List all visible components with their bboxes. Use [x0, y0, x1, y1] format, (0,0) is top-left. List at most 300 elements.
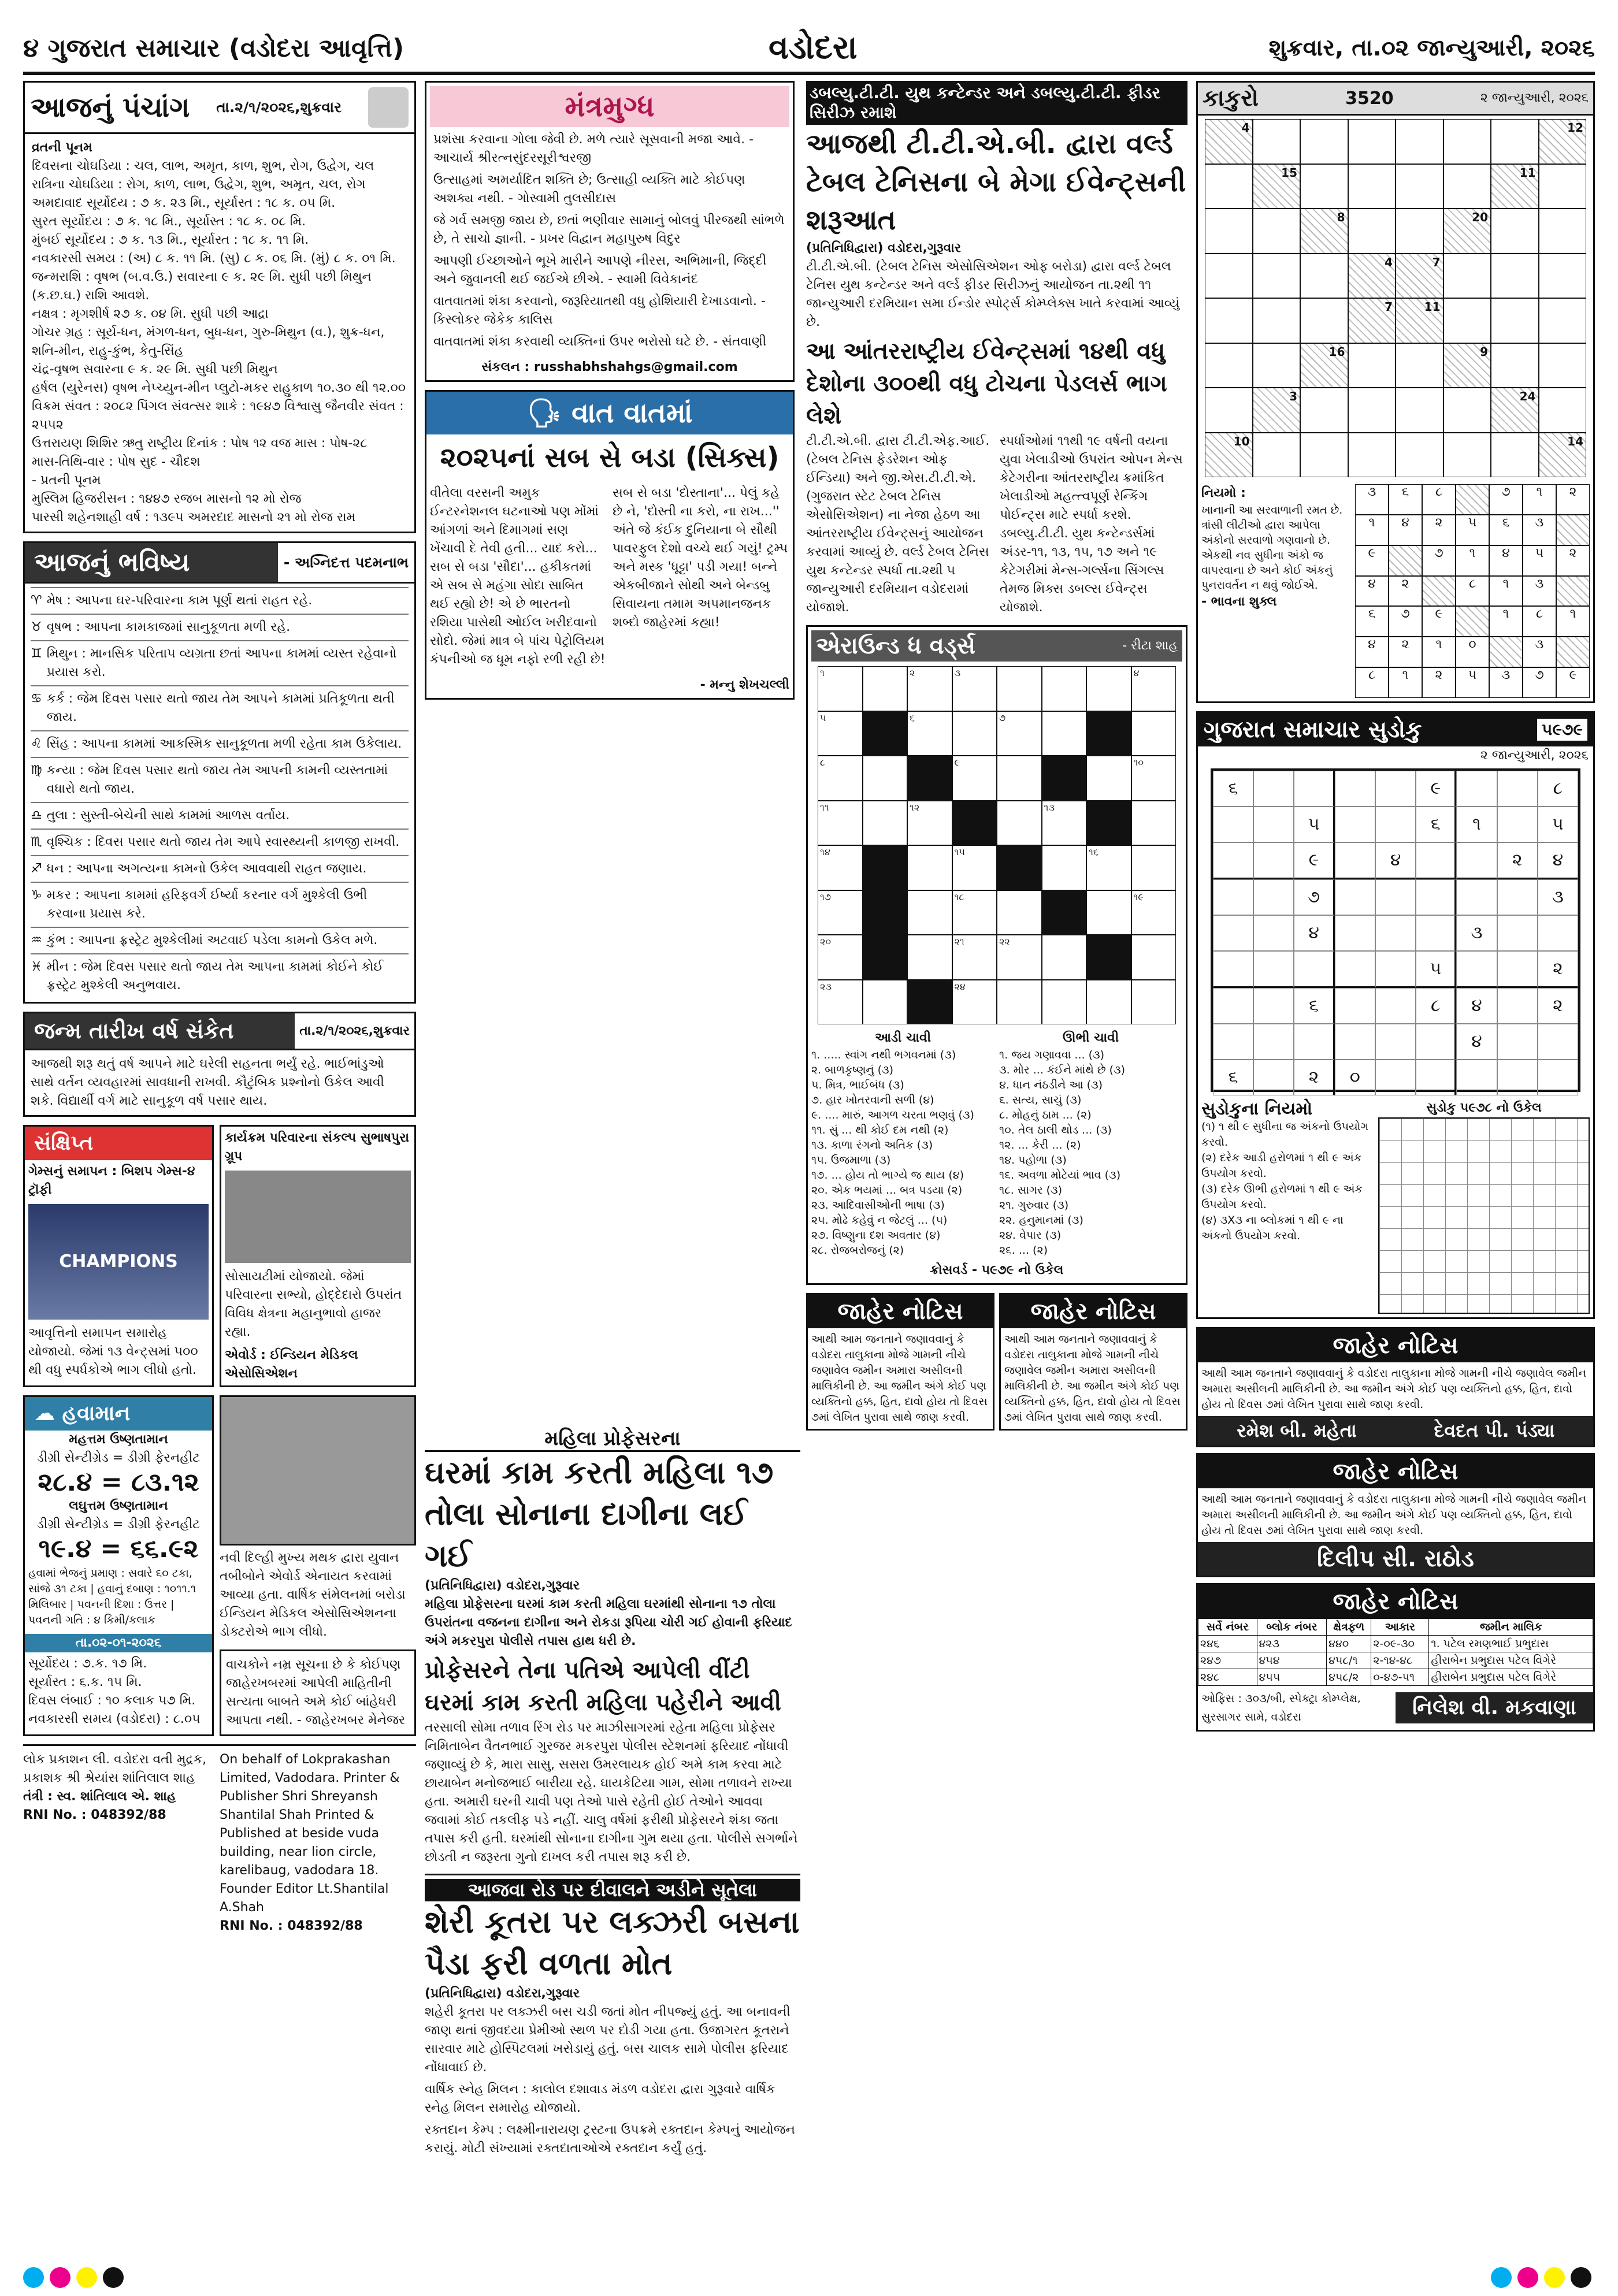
sudoku-cell[interactable] [1213, 915, 1253, 951]
horoscope-panel [23, 541, 416, 1004]
sudoku-cell[interactable] [1416, 1024, 1456, 1060]
kakuro-panel [1196, 81, 1595, 703]
sudoku-cell[interactable] [1416, 1060, 1456, 1095]
kakuro-cell[interactable] [1253, 119, 1301, 164]
kakuro-cell[interactable] [1443, 164, 1491, 209]
crossword-cell[interactable] [1131, 980, 1177, 1025]
horoscope-item: ♎ તુલા : સુસ્તી-બેચેની સાથે કામમાં આળસ વર્તાય. [31, 802, 409, 829]
across-clue: ૫. મિત્ર, ભાઈબંધ (૩) [811, 1079, 904, 1091]
notice-2-title: જાહેર નોટિસ [1001, 1295, 1186, 1328]
kakuro-rules: ખાનાની આ સરવાળાની રમત છે. ત્રાંસી લીટીઓ દ્વારા આપેલા અંકોનો સરવાળો ગણવાનો છે. એકથી નવ સુધીના અંકો જ વાપરવાના છે અને કોઈ અંકનું પુનરાવર્તન ન થવું જોઈએ. [1201, 504, 1343, 592]
crossword-cell[interactable] [907, 890, 952, 935]
kakuro-answer-cell [1422, 576, 1456, 607]
kakuro-cell[interactable] [1443, 119, 1491, 164]
table-row [1198, 1636, 1593, 1652]
crossword-cell[interactable]: ૨૩ [818, 980, 863, 1025]
crossword-cell[interactable]: ૨૨ [997, 935, 1042, 980]
sudoku-cell[interactable] [1253, 951, 1294, 988]
kakuro-answer-cell: ૭ [1422, 545, 1456, 576]
kakuro-answer-cell: ૩ [1523, 637, 1556, 667]
sudoku-cell[interactable] [1375, 771, 1416, 807]
mantra-quote: પ્રશંસા કરવાના ગોલા જેવી છે. મળે ત્યારે સૂસવાની મજા આવે. - આચાર્ય શ્રીરત્નસુંદરસૂરીશ્વરજી [433, 132, 754, 165]
crossword-cell[interactable]: ૪ [1131, 666, 1177, 711]
sudoku-cell[interactable] [1456, 1060, 1497, 1095]
crossword-cell[interactable] [1086, 935, 1131, 980]
crossword-cell[interactable]: ૬ [907, 711, 952, 756]
sudoku-cell[interactable] [1213, 807, 1253, 842]
sudoku-cell[interactable] [1335, 1024, 1375, 1060]
land-table-cell: ૨૪૬ [1198, 1636, 1257, 1652]
crossword-cell[interactable] [907, 980, 952, 1025]
crossword-cell[interactable]: ૧૩ [1042, 801, 1087, 846]
crossword-cell[interactable] [1042, 845, 1087, 890]
sudoku-cell: ૪ [1294, 915, 1334, 951]
panchang-line: - પ્રતની પૂનમ [32, 473, 101, 488]
sudoku-cell[interactable] [1213, 988, 1253, 1024]
around-words-title: એરાઉન્ડ ધ વર્ડ્સ [816, 633, 976, 659]
crossword-cell[interactable] [1042, 756, 1087, 801]
kakuro-answer-cell: ૯ [1355, 545, 1389, 576]
kakuro-cell[interactable] [1300, 433, 1348, 478]
kakuro-answer-cell: ૨ [1556, 484, 1590, 515]
sudoku-cell: ૨ [1538, 988, 1578, 1024]
deity-icon [368, 87, 409, 128]
crossword-cell[interactable] [907, 935, 952, 980]
kakuro-cell[interactable] [1205, 254, 1253, 299]
notice-2 [999, 1293, 1187, 1431]
kakuro-answer-cell: ૧ [1556, 606, 1590, 637]
across-clue: ૯. .... મારું, આગળ ચરતા ભણવું (૩) [811, 1109, 974, 1121]
crossword-cell[interactable] [1131, 801, 1177, 846]
kakuro-cell [1539, 433, 1587, 478]
crossword-cell[interactable] [863, 666, 908, 711]
sudoku-cell: ૧ [1456, 807, 1497, 842]
table-row [1198, 1669, 1593, 1686]
kakuro-answer-cell: ૩ [1523, 515, 1556, 545]
sudoku-cell[interactable] [1294, 1024, 1334, 1060]
crossword-cell[interactable] [863, 845, 908, 890]
kakuro-answer-cell: ૪ [1489, 545, 1523, 576]
sun-table [25, 1652, 212, 1731]
sudoku-cell[interactable] [1213, 1024, 1253, 1060]
horoscope-item: ♊ મિથુન : માનસિક પરિતાપ વ્યગ્રતા છતાં આપના કામમાં વ્યસ્ત રહેવાનો પ્રયાસ કરો. [31, 640, 409, 685]
sudoku-cell[interactable] [1213, 842, 1253, 879]
crossword-cell[interactable] [1042, 711, 1087, 756]
across-clue: ૧૫. ઉજમાળા (૩) [811, 1154, 891, 1166]
sudoku-cell[interactable] [1335, 771, 1375, 807]
kakuro-cell[interactable] [1205, 209, 1253, 254]
sudoku-cell[interactable] [1375, 988, 1416, 1024]
black-dot [103, 2267, 124, 2288]
across-clue: ૨૫. મોઢે કહેવું ન જેટલું ... (૫) [811, 1214, 948, 1227]
kakuro-cell[interactable] [1539, 388, 1587, 433]
down-clue: ૬. સત્ય, સાચું (૩) [999, 1094, 1082, 1106]
kakuro-cell[interactable] [1396, 388, 1443, 433]
imprint-founder: Founder Editor Lt.Shantilal A.Shah [220, 1882, 389, 1915]
sudoku-cell[interactable] [1335, 842, 1375, 879]
panchang-line: દિવસના ચોઘડિયા : ચલ, લાભ, અમૃત, કાળ, શુભ, રોગ, ઉદ્વેગ, ચલ [32, 159, 374, 173]
across-clue: ૨૭. વિષ્ણુના દશ અવતાર (૪) [811, 1229, 941, 1242]
kakuro-answer-cell: ૨ [1422, 515, 1456, 545]
kakuro-cell[interactable] [1205, 164, 1253, 209]
kakuro-cell[interactable] [1205, 343, 1253, 388]
sudoku-cell[interactable] [1335, 807, 1375, 842]
sudoku-cell: ૭ [1294, 879, 1334, 915]
kakuro-cell[interactable] [1443, 298, 1491, 343]
panchang-line: મુસ્લિમ હિજરીસન : ૧૪૪૭ રજબ માસનો ૧૨ મો રોજ [32, 492, 302, 506]
notice-5 [1196, 1583, 1595, 1732]
sudoku-cell: ૯ [1294, 842, 1334, 879]
weather-row [23, 1395, 416, 1736]
vaat-col1: વીતેલા વરસની અમુક ઈન્ટરનેશનલ ઘટનાઓ પણ મોંમાં આંગળાં અને દિમાગમાં સણ ખેંચાવી દે તેવી હતી... યાદ કરો... સબ સે બડા 'સૌદા'... હકીકતમાં એ સબ સે મહંગા સોદા સાબિત થઈ રહ્યો છે! એ છે ભારતનો રશિયા પાસેથી ઓઈલ ખરીદવાનો સોદો. જેમાં માત્ર બે પાંચ પેટ્રોલિયમ કંપનીઓ જ ધૂમ નફો રળી રહી છે! [430, 486, 606, 667]
sudoku-cell[interactable] [1375, 879, 1416, 915]
mahila-subhead: પ્રોફેસરને તેના પતિએ આપેલી વીંટી ઘરમાં કામ કરતી મહિલા પહેરીને આવી [425, 1657, 781, 1716]
crossword-cell[interactable] [907, 756, 952, 801]
horoscope-item: ♏ વૃશ્ચિક : દિવસ પસાર થતો જાય તેમ આપે સ્વાસ્થ્યની કાળજી રાખવી. [31, 829, 409, 855]
sudoku-cell[interactable] [1416, 915, 1456, 951]
down-clue: ૨૧. ગુરુવાર (૩) [999, 1199, 1069, 1212]
kakuro-cell[interactable] [1300, 298, 1348, 343]
libra-icon: ♎ [31, 808, 42, 823]
crossword-cell[interactable]: ૩ [952, 666, 997, 711]
sudoku-cell[interactable] [1456, 771, 1497, 807]
sudoku-cell[interactable] [1335, 951, 1375, 988]
crossword-cell[interactable]: ૯ [952, 756, 997, 801]
sudoku-cell[interactable] [1538, 915, 1578, 951]
down-clue: ૧. જય ગણાવવા ... (૩) [999, 1049, 1105, 1061]
kakuro-cell[interactable] [1396, 209, 1443, 254]
shvan-headline: શેરી કૂતરા પર લક્ઝરી બસના પૈડા ફરી વળતા મોત [425, 1904, 800, 1982]
notice-4 [1196, 1453, 1595, 1577]
crossword-cell[interactable] [1086, 890, 1131, 935]
crossword-cell[interactable] [863, 980, 908, 1025]
down-clue: ૧૮. સાગર (૩) [999, 1184, 1063, 1197]
sudoku-cell[interactable] [1253, 988, 1294, 1024]
sudoku-cell: ૬ [1294, 988, 1334, 1024]
sudoku-cell[interactable] [1416, 842, 1456, 879]
birthday-date: તા.૨/૧/૨૦૨૬,શુક્રવાર [299, 1023, 410, 1038]
kakuro-cell[interactable] [1491, 298, 1539, 343]
crossword-cell[interactable]: ૨૧ [952, 935, 997, 980]
kakuro-cell[interactable] [1348, 433, 1396, 478]
crossword-cell[interactable] [1086, 756, 1131, 801]
notice-5-title: જાહેર નોટિસ [1198, 1585, 1593, 1618]
crossword-cell[interactable]: ૧૮ [952, 890, 997, 935]
sudoku-cell: ૫ [1538, 807, 1578, 842]
sudoku-cell[interactable] [1456, 842, 1497, 879]
kakuro-cell[interactable] [1443, 254, 1491, 299]
kakuro-clue: 9 [1480, 344, 1488, 359]
sudoku-cell[interactable] [1497, 807, 1538, 842]
crossword-cell[interactable]: ૨ [907, 666, 952, 711]
sudoku-cell[interactable] [1213, 951, 1253, 988]
magenta-dot [1517, 2267, 1538, 2288]
crossword-cell[interactable]: ૧ [818, 666, 863, 711]
kakuro-cell[interactable] [1253, 209, 1301, 254]
crossword-cell[interactable] [1042, 935, 1087, 980]
kakuro-cell [1491, 388, 1539, 433]
tt-story [806, 81, 1187, 617]
panchang-line: માસ-તિથિ-વાર : પોષ સુદ - ચૌદશ [32, 455, 201, 469]
crossword-cell[interactable] [952, 801, 997, 846]
kakuro-cell[interactable] [1253, 433, 1301, 478]
notice-3-title: જાહેર નોટિસ [1198, 1329, 1593, 1362]
news-bottom-text: નવી દિલ્હી મુખ્ય મથક દ્વારા યુવાન તબીબોને એવોર્ડ એનાયત કરવામાં આવ્યા હતા. વાર્ષિક સંમેલનમાં બરોડા ઈન્ડિયન મેડિકલ એસોસિએશનના ડોક્ટરોએ ભાગ લીધો. [220, 1551, 406, 1639]
crossword-answers-title: ક્રોસવર્ડ - ૫૯૭૯ નો ઉકેલ [930, 1263, 1064, 1277]
crossword-cell[interactable] [997, 890, 1042, 935]
kakuro-answer-cell [1489, 637, 1523, 667]
kakuro-answer-cell: ૧ [1389, 667, 1422, 698]
vaat-panel [425, 390, 795, 700]
shvan-body: શહેરી કૂતરા પર લક્ઝરી બસ ચડી જતાં મોત નીપજ્યું હતું. આ બનાવની જાણ થતાં જીવદયા પ્રેમીઓ સ્થળ પર દોડી ગયા હતા. ઉજાગરત કૂતરાને સારવાર માટે હોસ્પિટલમાં ખસેડાયું હતું. બસ ચાલક સામે પોલીસ ફરિયાદ નોંધાવાઈ છે. [425, 2005, 791, 2075]
kakuro-answer-cell: ૬ [1489, 515, 1523, 545]
birthday-panel [23, 1012, 416, 1117]
across-clue: ૨૦. એક ભયમાં ... બત્ર પડયા (૨) [811, 1184, 963, 1197]
sudoku-cell: ૬ [1416, 807, 1456, 842]
crossword-cell[interactable] [1042, 890, 1087, 935]
crossword-cell[interactable] [863, 711, 908, 756]
mahila-body: તરસાલી સોમા તળાવ રિંગ રોડ પર માઝીસાગરમાં રહેતા મહિલા પ્રોફેસર નિમિતાબેન વૈતનભાઈ ગુરજર મકરપુરા પોલીસ સ્ટેશનમાં ફરિયાદ નોંધાવી જણાવ્યું છે કે, મારા સાસુ, સસરા ઉમરલાયક હોઈ અમે કામ કરવા માટે છાયાબેન મનોજભાઈ બારીયા રહે. ઘાયકેટિયા ગામ, સોમા તળાવને રાખ્યા હતા. અમારી ઘરની ચાવી પણ તેઓ પાસે રહેતી હોઈ તેઓને આવવા જવામાં કોઈ તકલીફ પડે નહીં. ચાલુ વર્ષમાં ફરીથી પ્રોફેસરને શંકા જતા તપાસ કરી હતી. ઘરમાંથી સોનાના દાગીના ગુમ થયા હતા. પોલીસે સગર્ભાને છોડતી ન જરૂરતા ગુનો દાખલ કરી તપાસ શરૂ કરી છે. [425, 1721, 798, 1864]
sudoku-cell[interactable] [1253, 1024, 1294, 1060]
across-clue: ૧. ..... સ્વાંગ નથી ભગવનમાં (૩) [811, 1049, 956, 1061]
kakuro-cell[interactable] [1396, 343, 1443, 388]
crossword-cell[interactable] [1086, 980, 1131, 1025]
kakuro-cell[interactable] [1348, 119, 1396, 164]
sudoku-cell[interactable] [1335, 988, 1375, 1024]
crossword-cell[interactable]: ૨૪ [952, 980, 997, 1025]
crossword-cell[interactable] [1131, 935, 1177, 980]
kakuro-cell [1348, 254, 1396, 299]
imprint-rni-left: RNI No. : 048392/88 [23, 1808, 166, 1822]
kakuro-cell[interactable] [1491, 254, 1539, 299]
kakuro-cell[interactable] [1491, 209, 1539, 254]
sudoku-rule: (૪) ૩X૩ ના બ્લોકમાં ૧ થી ૯ ના અંકનો ઉપયોગ કરવો. [1201, 1214, 1344, 1242]
sudoku-cell[interactable] [1497, 915, 1538, 951]
sankshipt-text: આવૃત્તિનો સમાપન સમારોહ યોજાયો. જેમાં ૧૩ વેન્ટ્સમાં ૫૦૦ થી વધુ સ્પર્ધકોએ ભાગ લીધો હતો. [28, 1326, 198, 1377]
panchang-line: મુંબઈ સૂર્યોદય : ૭ ક. ૧૩ મિ., સૂર્યાસ્ત : ૧૮ ક. ૧૧ મિ. [32, 233, 309, 247]
land-table-cell: ૨-૦૯-૩૦ [1371, 1636, 1429, 1652]
crossword-cell[interactable]: ૧૨ [907, 801, 952, 846]
sudoku-cell[interactable] [1375, 951, 1416, 988]
crossword-cell[interactable] [997, 756, 1042, 801]
aries-icon: ♈ [31, 593, 42, 608]
kakuro-cell [1205, 119, 1253, 164]
sudoku-cell[interactable] [1375, 915, 1416, 951]
advocate-1: રમેશ બી. મહેતા [1237, 1420, 1357, 1441]
mahila-headline: ઘરમાં કામ કરતી મહિલા ૧૭ તોલા સોનાના દાગીના લઈ ગઈ [425, 1454, 774, 1574]
kakuro-cell[interactable] [1396, 119, 1443, 164]
kakuro-cell[interactable] [1491, 119, 1539, 164]
sudoku-cell: ૬ [1213, 1060, 1253, 1095]
land-table-cell: ૪૫૫ [1257, 1669, 1327, 1686]
kakuro-cell [1253, 164, 1301, 209]
panchang-line: ગોચર ગ્રહ : સૂર્ય-ધન, મંગળ-ધન, બુધ-ધન, ગુરુ-મિથુન (વ.), શુક્ર-ધન, શનિ-મીન, રાહુ-કુંભ, કેતુ-સિંહ [32, 325, 385, 358]
kakuro-cell[interactable] [1348, 209, 1396, 254]
sudoku-cell[interactable] [1456, 879, 1497, 915]
kakuro-cell[interactable] [1443, 433, 1491, 478]
panchang-panel [23, 81, 416, 533]
crossword-cell[interactable]: ૮ [818, 756, 863, 801]
crossword-cell[interactable] [997, 801, 1042, 846]
crossword-cell[interactable] [907, 845, 952, 890]
crossword-cell[interactable] [1131, 711, 1177, 756]
kakuro-answer-cell [1556, 576, 1590, 607]
kakuro-cell[interactable] [1253, 254, 1301, 299]
sudoku-cell[interactable] [1538, 1024, 1578, 1060]
sudoku-cell[interactable] [1253, 771, 1294, 807]
down-clue: ૧૬. અવળા મોટેયાં ભાવ (૩) [999, 1169, 1121, 1182]
kakuro-cell[interactable] [1253, 298, 1301, 343]
sun-row: સૂર્યોદય : ૭.ક. ૧૭ મિ. [28, 1656, 147, 1671]
crossword-cell[interactable] [1086, 666, 1131, 711]
crossword-cell[interactable]: ૧૧ [818, 801, 863, 846]
sudoku-cell[interactable] [1253, 915, 1294, 951]
kakuro-cell[interactable] [1539, 298, 1587, 343]
kakuro-cell[interactable] [1348, 388, 1396, 433]
crossword-cell[interactable]: ૧૪ [818, 845, 863, 890]
kakuro-cell[interactable] [1539, 254, 1587, 299]
aquarius-icon: ♒ [31, 933, 42, 948]
vaat-headline: ૨૦૨૫નાં સબ સે બડા (સિક્સ) [440, 441, 780, 474]
black-dot [1571, 2267, 1591, 2288]
sudoku-cell[interactable] [1253, 1060, 1294, 1095]
champions-photo: CHAMPIONS [28, 1204, 209, 1320]
sudoku-cell[interactable] [1375, 807, 1416, 842]
kakuro-cell[interactable] [1491, 433, 1539, 478]
kakuro-answer-cell: ૧ [1355, 515, 1389, 545]
kakuro-answer-cell: ૧ [1489, 606, 1523, 637]
sudoku-cell[interactable] [1375, 1024, 1416, 1060]
kakuro-cell[interactable] [1396, 164, 1443, 209]
kakuro-clue: 10 [1233, 434, 1250, 448]
crossword-cell[interactable] [863, 890, 908, 935]
kakuro-answer-cell: ૯ [1556, 667, 1590, 698]
crossword-cell[interactable] [863, 935, 908, 980]
sudoku-cell[interactable] [1335, 879, 1375, 915]
sudoku-cell[interactable] [1294, 951, 1334, 988]
crossword-cell[interactable] [997, 980, 1042, 1025]
sudoku-cell[interactable] [1497, 771, 1538, 807]
tt-subhead: આ આંતરરાષ્ટ્રીય ઈવેન્ટ્સમાં ૧૪થી વધુ દેશોના ૩૦૦થી વધુ ટોચના પેડલર્સ ભાગ લેશે [806, 338, 1167, 429]
kakuro-cell[interactable] [1300, 119, 1348, 164]
sudoku-cell[interactable] [1497, 879, 1538, 915]
kakuro-clue: 3 [1289, 389, 1297, 403]
virgo-icon: ♍ [31, 763, 42, 778]
kakuro-cell[interactable] [1300, 254, 1348, 299]
crossword-cell[interactable]: ૧૫ [952, 845, 997, 890]
kakuro-cell[interactable] [1539, 209, 1587, 254]
crossword-cell[interactable]: ૫ [818, 711, 863, 756]
sudoku-cell[interactable] [1497, 1024, 1538, 1060]
sudoku-cell: ૩ [1538, 879, 1578, 915]
sudoku-cell: ૫ [1416, 951, 1456, 988]
sudoku-cell[interactable] [1416, 879, 1456, 915]
kakuro-cell [1253, 388, 1301, 433]
kakuro-cell[interactable] [1348, 164, 1396, 209]
sudoku-cell[interactable] [1335, 915, 1375, 951]
sudoku-cell[interactable] [1253, 807, 1294, 842]
sun-row: નવકારસી સમય (વડોદરા) : ૮.૦૫ [28, 1712, 201, 1726]
crossword-cell[interactable] [997, 845, 1042, 890]
kakuro-cell[interactable] [1443, 388, 1491, 433]
crossword-cell[interactable] [997, 666, 1042, 711]
crossword-cell[interactable] [863, 756, 908, 801]
across-clues [811, 1047, 994, 1258]
panchang-line: ઉત્તરાયણ શિશિર ઋતુ રાષ્ટ્રીય દિનાંક : પોષ ૧૨ વજ માસ : પોષ-૨૮ [32, 436, 368, 451]
crossword-cell[interactable] [1042, 666, 1087, 711]
kakuro-cell[interactable] [1205, 388, 1253, 433]
crossword-cell[interactable] [1086, 711, 1131, 756]
land-table-cell: ૧. પટેલ રમણભાઈ પ્રભુદાસ [1429, 1636, 1593, 1652]
crossword-cell[interactable]: ૧૯ [1131, 890, 1177, 935]
weather-panel [23, 1395, 214, 1736]
land-table-cell: ૦-૪૭-૫૧ [1371, 1669, 1429, 1686]
sudoku-cell[interactable] [1375, 1060, 1416, 1095]
kakuro-clue: 4 [1241, 121, 1250, 135]
crossword-cell[interactable] [952, 711, 997, 756]
crossword-cell[interactable]: ૧૦ [1131, 756, 1177, 801]
panchang-line: નવકારસી સમય : (અ) ૮ ક. ૧૧ મિ. (સુ) ૮ ક. ૦૬ મિ. (મું) ૮ ક. ૦૧ મિ. [32, 251, 396, 266]
mahila-lead: મહિલા પ્રોફેસરના ઘરમાં કામ કરતી મહિલા ઘરમાંથી સોનાના ૧૭ તોલા ઉપરાંતના વજનના દાગીના અને રોકડા રૂપિયા ચોરી ગઈ હોવાની ફરિયાદ અંગે મકરપુરા પોલીસે તપાસ હાથ ધરી છે. [425, 1597, 792, 1648]
kakuro-answer-cell: ૨ [1389, 637, 1422, 667]
notice-office: ઓફિસ : ૩૦૩/બી, સ્પેક્ટ્રા કોમ્પ્લેક્ષ, સુરસાગર સામે, વડોદરા [1201, 1692, 1361, 1723]
crossword-cell[interactable]: ૭ [997, 711, 1042, 756]
sudoku-cell: ૪ [1456, 1024, 1497, 1060]
sudoku-cell[interactable] [1213, 879, 1253, 915]
kakuro-cell[interactable] [1539, 164, 1587, 209]
sudoku-cell[interactable] [1253, 842, 1294, 879]
sudoku-cell: ૪ [1375, 842, 1416, 879]
down-clue: ૪. ધાન નંઠડીને આ (૩) [999, 1079, 1103, 1091]
kakuro-cell[interactable] [1491, 343, 1539, 388]
crossword-cell[interactable]: ૧૭ [818, 890, 863, 935]
crossword-cell[interactable]: ૧૬ [1086, 845, 1131, 890]
kakuro-cell [1300, 343, 1348, 388]
sudoku-cell[interactable] [1497, 988, 1538, 1024]
tt-col2: સ્પર્ધાઓમાં ૧૧થી ૧૯ વર્ષની વયના યુવા ખેલાડીઓ ઉપરાંત ઓપન મેન્સ કેટેગરીના આંતરરાષ્ટ્રીય ક્રમાંકિત ખેલાડીઓ મહત્ત્વપૂર્ણ રેન્કિંગ પોઈન્ટ્સ માટે સ્પર્ધા કરશે. ડબલ્યુ.ટી.ટી. યુથ કન્ટેન્ડર્સમાં અંડર-૧૧, ૧૩, ૧૫, ૧૭ અને ૧૯ કેટેગરીમાં મેન્સ-ગર્લ્સના સિંગલ્સ તેમજ મિક્સ ડબલ્સ ઈવેન્ટ્સ યોજાશે. [1000, 434, 1183, 615]
kakuro-cell[interactable] [1300, 164, 1348, 209]
kakuro-cell[interactable] [1348, 343, 1396, 388]
sudoku-cell[interactable] [1294, 771, 1334, 807]
land-table-cell: ૪૨૩ [1257, 1636, 1327, 1652]
crossword-cell[interactable]: ૨૦ [818, 935, 863, 980]
crossword-cell[interactable] [1131, 845, 1177, 890]
kakuro-cell[interactable] [1396, 433, 1443, 478]
notice-1-title: જાહેર નોટિસ [808, 1295, 993, 1328]
kakuro-clue: 11 [1519, 165, 1536, 180]
kakuro-cell[interactable] [1205, 298, 1253, 343]
land-table [1198, 1618, 1593, 1686]
reader-note: વાચકોને નમ્ર સૂચના છે કે કોઈપણ જાહેરખબરમાં આપેલી માહિતીની સત્યતા બાબતે અમે કોઈ બાંહેધરી આપતા નથી. - જાહેરખબર મેનેજર [220, 1649, 416, 1736]
sudoku-cell: ૦ [1335, 1060, 1375, 1095]
kakuro-cell[interactable] [1539, 343, 1587, 388]
crossword-cell[interactable] [1086, 801, 1131, 846]
sudoku-cell[interactable] [1253, 879, 1294, 915]
panchang-line: અમદાવાદ સૂર્યોદય : ૭ ક. ૨૩ મિ., સૂર્યાસ્ત : ૧૮ ક. ૦૫ મિ. [32, 196, 336, 210]
capricorn-icon: ♑ [31, 888, 42, 902]
sudoku-cell[interactable] [1538, 1060, 1578, 1095]
kakuro-cell[interactable] [1253, 343, 1301, 388]
sudoku-cell[interactable] [1497, 951, 1538, 988]
land-table-header: જમીન માલિક [1429, 1619, 1593, 1636]
across-title: આડી ચાવી [874, 1031, 931, 1045]
sudoku-cell[interactable] [1497, 1060, 1538, 1095]
kakuro-cell[interactable] [1300, 388, 1348, 433]
sudoku-cell[interactable] [1456, 951, 1497, 988]
max-temp-values: ૨૮.૪ = ૮૩.૧૨ [38, 1467, 199, 1497]
crossword-cell[interactable] [863, 801, 908, 846]
crossword-cell[interactable] [1042, 980, 1087, 1025]
